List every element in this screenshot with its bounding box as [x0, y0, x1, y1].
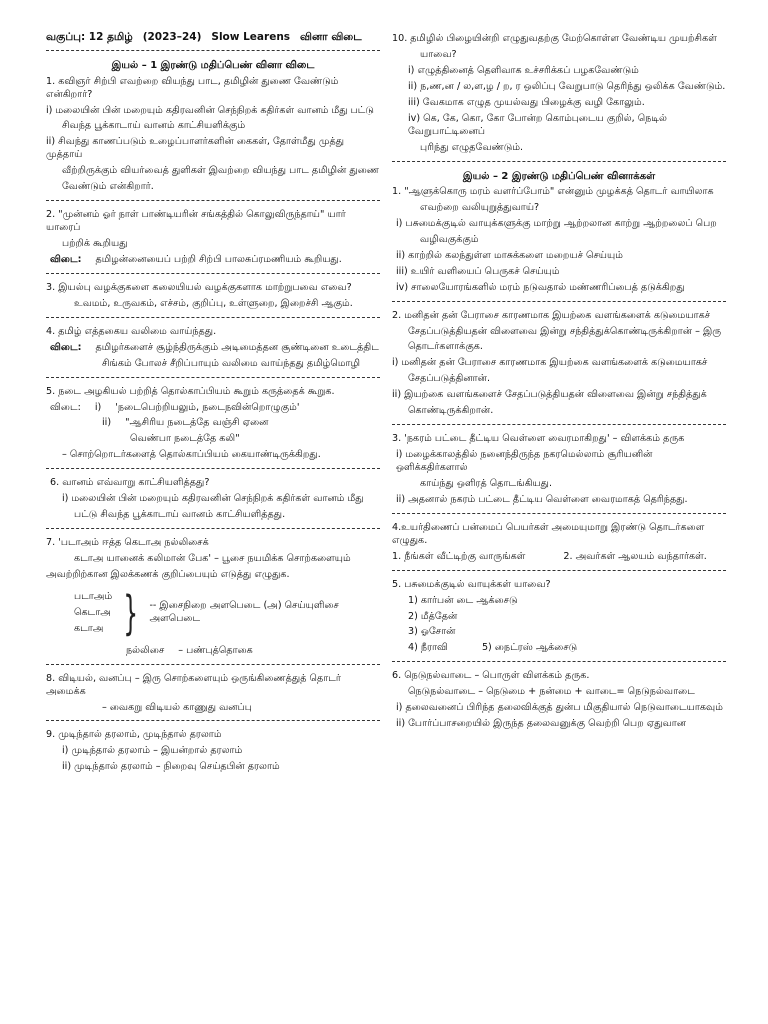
question-7: 7. 'படாஅம் ஈத்த கெடாஅ நல்லிசைக் கடாஅ யானைக் கலிமான் பேக' – பூசை நயமிக்க சொற்களையும் அவற்றிற்கான இலக்கணக் குறிப்பையும் எடுத்து எழுதுக. படாஅம் கெடாஅ கடாஅ } -- இசைநிறை அளபெடை (அ) செய்யுளிசை அளபெடை நல்லிசை – பண்புத்தொகை [46, 537, 380, 658]
brace-group: படாஅம் கெடாஅ கடாஅ } -- இசைநிறை அளபெடை (அ) செய்யுளிசை அளபெடை [74, 586, 339, 641]
header-class: வகுப்பு: 12 தமிழ் [46, 31, 133, 43]
question-1: 1. கவிஞர் சிற்பி எவற்றை வியந்து பாட, தமிழின் துணை வேண்டும் என்கிறார்? i) மலையின் பின் மறையும் கதிரவனின் செந்நிறக் கதிர்கள் வானம் மீது பட்டு சிவந்த பூக்காடாய் வானம் காட்சியளிக்கும் ii) சிவந்து காணப்படும் உழைப்பாளர்களின் கைகள், தோள்மீது முத்து முத்தாய் வீற்றிருக்கும் வியர்வைத் துளிகள் இவற்றை வியந்து பாட தமிழின் துணை வேண்டும் என்கிறார். [46, 75, 380, 193]
header-year: (2023–24) [142, 31, 202, 43]
question-r5: 5. பசுமைக்குடில் வாயுக்கள் யாவை? 1) கார்பன் டை ஆக்சைடு 2) மீத்தேன் 3) ஓசோன் 4) நீராவி 5) நைட்ரஸ் ஆக்சைடு [392, 578, 578, 654]
divider [392, 161, 726, 162]
divider [46, 377, 380, 378]
divider [46, 468, 380, 469]
question-r1: 1. "ஆளுக்கொரு மரம் வளர்ப்போம்" என்னும் முழக்கத் தொடர் வாயிலாக எவற்றை வலியுறுத்துவாய்? i) பசுமைக்குடில் வாயுக்களுக்கு மாற்று ஆற்றலான காற்று ஆற்றலைப் பெற வழிவகுக்கும் ii) காற்றில் கலந்துள்ள மாசுக்களை மறையச் செய்யும் iii) உயிர் வளியைப் பெருகச் செய்யும் iv) சாலையோரங்களில் மரம் நடுவதால் மண்ணரிப்பைத் தடுக்கிறது [392, 186, 717, 293]
question-3: 3. இயல்பு வழக்குகளை கலையியல் வழக்குகளாக மாற்றுபவை எவை? உவமம், உருவகம், எச்சம், குறிப்பு, உள்ளுறை, இறைச்சி ஆகும். [46, 281, 353, 309]
document-header [46, 30, 380, 44]
question-6: 6. வானம் எவ்வாறு காட்சியளித்தது? i) மலையின் பின் மறையும் கதிரவனின் செந்நிறக் கதிர்கள் வானம் மீது பட்டு சிவந்த பூக்காடாய் வானம் காட்சியளித்தது. [50, 477, 364, 521]
curly-brace-icon: } [123, 586, 139, 641]
divider [46, 317, 380, 318]
divider [46, 200, 380, 201]
question-r3: 3. 'நகரம் பட்டை தீட்டிய வெள்ளை வைரமாகிறது' – விளக்கம் தருக i) மழைக்காலத்தில் நனைந்திருந்த நகரமெல்லாம் சூரியனின் ஒளிக்கதிர்களால் காய்ந்து ஒளிரத் தொடங்கியது. ii) அதனால் நகரம் பட்டை தீட்டிய வெள்ளை வைரமாகத் தெரிந்தது. [392, 433, 688, 505]
divider [392, 661, 726, 662]
divider [392, 513, 726, 514]
section-title-1: இயல் – 1 இரண்டு மதிப்பெண் வினா விடை [111, 60, 315, 72]
question-2: 2. "முன்னம் ஓர் நாள் பாண்டியரின் சங்கத்தில் கொலுவிருந்தாய்" யார் யாரைப் பற்றிக் கூறியது விடை: தமிழன்னையைப் பற்றி சிற்பி பாலசுப்ரமணியம் கூறியது. [46, 209, 346, 265]
question-r2: 2. மனிதன் தன் பேராசை காரணமாக இயற்கை வளங்களைக் கடுமையாகச் சேதப்படுத்தியதன் விளைவை இன்று சந்தித்துக்கொண்டிருக்கிறான் – இரு தொடர்களாக்குக. i) மனிதன் தன் பேராசை காரணமாக இயற்கை வளங்களைக் கடுமையாகச் சேதப்படுத்தினான். ii) இயற்கை வளங்களைச் சேதப்படுத்தியதன் விளைவை இன்று சந்தித்துக் கொண்டிருக்கிறான். [392, 309, 722, 417]
header-type: வினா விடை [300, 31, 362, 43]
divider [46, 664, 380, 665]
page-number [742, 958, 760, 1018]
divider [392, 570, 726, 571]
section-title-2: இயல் – 2 இரண்டு மதிப்பெண் வினாக்கள் [462, 170, 656, 182]
question-9: 9. முடிந்தால் தரலாம், முடிந்தால் தரலாம் i) முடிந்தால் தரலாம் – இயன்றால் தரலாம் ii) முடிந்தால் தரலாம் – நிறைவு செய்தபின் தரலாம் [46, 729, 280, 773]
question-5: 5. நடை அழகியல் பற்றித் தொல்காப்பியம் கூறும் கருத்தைக் கூறுக. விடை: i) 'நடைபெற்றியலும், நடைநவின்றொழுகும்' ii) "ஆசிரிய நடைத்தே வஞ்சி ஏனை வெண்பா நடைத்தே கலி" – சொற்றொடர்களைத் தொல்காப்பியம் கையாண்டிருக்கிறது. [46, 385, 335, 461]
divider [392, 424, 726, 425]
question-r4: 4.உயர்திணைப் பன்மைப் பெயர்கள் அமையுமாறு இரண்டு தொடர்களை எழுதுக. 1. நீங்கள் வீட்டிற்கு வாருங்கள் 2. அவர்கள் ஆலயம் வந்தார்கள். [392, 521, 707, 562]
question-10: 10. தமிழில் பிழையின்றி எழுதுவதற்கு மேற்கொள்ள வேண்டிய முயற்சிகள் யாவை? i) எழுத்தினைத் தெளிவாக உச்சரிக்கப் பழகவேண்டும் ii) ந,ண,ன / ல,ள,ழ / ற, ர ஒலிப்பு வேறுபாடு தெரிந்து ஒலிக்க வேண்டும். iii) வேகமாக எழுத முயல்வது பிழைக்கு வழி கோலும். iv) கெ, கே, கொ, கோ போன்ற கொம்புடைய குறில், நெடில் வேறுபாட்டினைப் புரிந்து எழுதவேண்டும். [392, 33, 726, 153]
divider [46, 273, 380, 274]
divider [46, 720, 380, 721]
question-r6: 6. நெடுநல்வாடை – பொருள் விளக்கம் தருக. நெடுநல்வாடை – நெடுமை + நன்மை + வாடை= நெடுநல்வாடை i) தலைவனைப் பிரிந்த தலைவிக்குத் துன்ப மிகுதியால் நெடுவாடையாகவும் ii) போர்ப்பாசறையில் இருந்த தலைவனுக்கு வெற்றி பெற ஏதுவான [392, 670, 723, 730]
question-4: 4. தமிழ் எத்தகைய வலிமை வாய்ந்தது. விடை: தமிழர்களைச் சூழ்ந்திருக்கும் அடிமைத்தன சூண்டினை உடைத்திட சிங்கம் போலச் சீறிப்பாயும் வலிமை வாய்ந்தது தமிழ்மொழி [46, 325, 379, 369]
header-group: Slow Learens [211, 31, 291, 43]
right-column [392, 30, 726, 734]
divider [46, 528, 380, 529]
left-column [46, 30, 380, 777]
divider [392, 301, 726, 302]
question-8: 8. விடியல், வனப்பு – இரு சொற்களையும் ஒருங்கிணைத்துத் தொடர் அமைக்க – வைகறு விடியல் காணுது வனப்பு [46, 672, 341, 713]
divider [46, 50, 380, 51]
